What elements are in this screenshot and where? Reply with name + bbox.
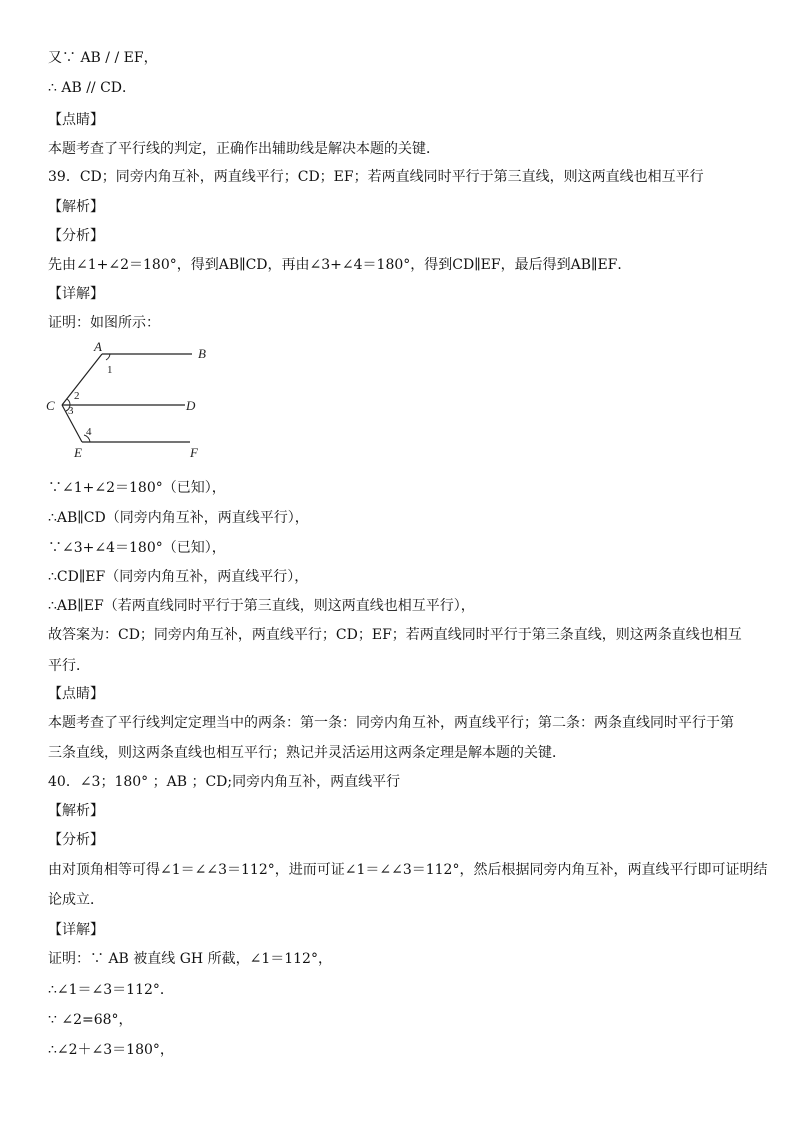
angle-label-1: 1 [107,364,113,376]
angle-label-4: 4 [86,426,92,438]
line-27: 证明：∵ AB 被直线 GH 所截，∠1＝112°， [48,951,332,967]
line-3: 【点睛】 [48,112,104,128]
line-19: 本题考查了平行线判定定理当中的两条：第一条：同旁内角互补，两直线平行；第二条：两条直线同时平行于第 [48,715,734,731]
line-17: 平行． [48,658,90,674]
angle-label-3: 3 [68,405,74,417]
line-26: 【详解】 [48,922,104,938]
line-30: ∴∠2＋∠3＝180°， [48,1042,174,1058]
line-1: 又∵ AB / / EF， [48,50,158,66]
line-20: 三条直线，则这两条直线也相互平行；熟记并灵活运用这两条定理是解本题的关键． [48,745,566,761]
point-label-a: A [94,339,102,354]
line-16: 故答案为：CD；同旁内角互补，两直线平行；CD；EF；若两直线同时平行于第三条直线，则这两条直线也相互 [48,627,742,643]
point-label-f: F [190,445,198,460]
segment-ac [62,354,102,405]
line-8: 先由∠1+∠2＝180°，得到AB∥CD，再由∠3+∠4＝180°，得到CD∥EF，最后得到AB∥EF． [48,257,632,273]
point-label-d: D [186,398,196,413]
line-24: 由对顶角相等可得∠1＝∠∠3＝112°，进而可证∠1＝∠∠3＝112°，然后根据同旁内角互补，两直线平行即可证明结 [48,862,768,878]
line-5: 39．CD；同旁内角互补，两直线平行；CD；EF；若两直线同时平行于第三直线，则这两直线也相互平行 [48,169,704,185]
line-13: ∵∠3+∠4＝180°（已知）， [48,540,226,556]
line-29: ∵ ∠2=68°， [48,1012,133,1028]
line-2: ∴ AB // CD． [48,80,137,96]
point-label-b: B [198,346,206,361]
geometry-figure [40,338,230,464]
angle-arc-1 [106,354,110,360]
line-14: ∴CD∥EF（同旁内角互补，两直线平行）， [48,569,309,585]
line-21: 40．∠3；180° ；AB ；CD;同旁内角互补，两直线平行 [48,774,401,790]
angle-label-2: 2 [74,390,80,402]
line-23: 【分析】 [48,832,104,848]
line-25: 论成立． [48,892,104,908]
line-9: 【详解】 [48,286,104,302]
line-11: ∵∠1+∠2＝180°（已知）， [48,480,226,496]
line-15: ∴AB∥EF（若两直线同时平行于第三直线，则这两直线也相互平行）， [48,598,475,614]
point-label-e: E [74,445,82,460]
point-label-c: C [46,398,55,413]
line-10: 证明：如图所示： [48,315,160,331]
line-18: 【点睛】 [48,686,104,702]
line-7: 【分析】 [48,228,104,244]
line-22: 【解析】 [48,803,104,819]
line-28: ∴∠1＝∠3＝112°． [48,982,174,998]
line-4: 本题考查了平行线的判定，正确作出辅助线是解决本题的关键． [48,141,440,157]
line-12: ∴AB∥CD（同旁内角互补，两直线平行）， [48,510,309,526]
line-6: 【解析】 [48,199,104,215]
